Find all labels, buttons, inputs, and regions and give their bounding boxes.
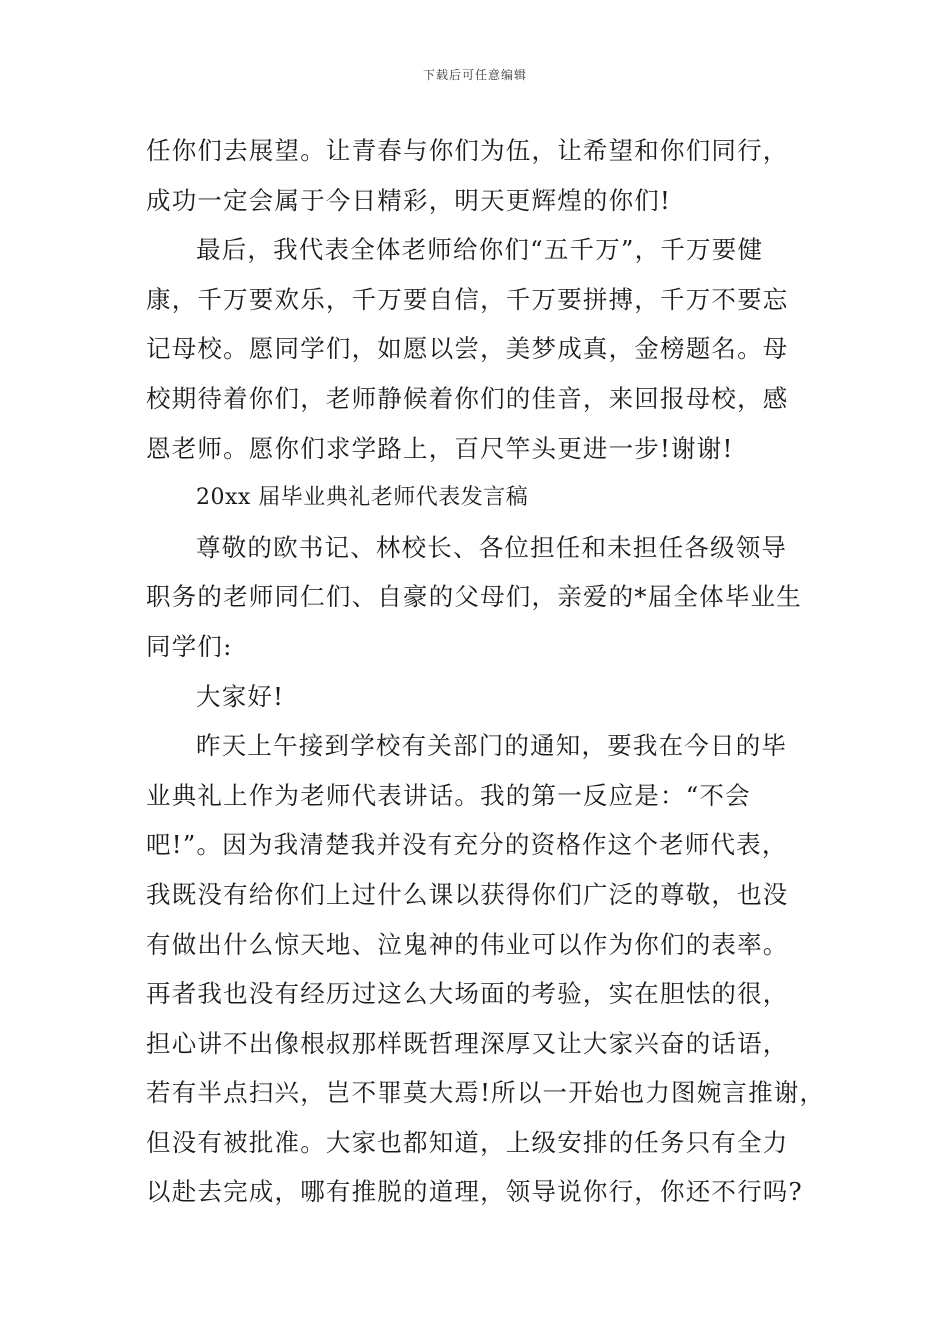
text-line: 成功一定会属于今日精彩，明天更辉煌的你们!: [146, 185, 672, 215]
text-line: 以赴去完成，哪有推脱的道理，领导说你行，你还不行吗?: [146, 1177, 803, 1207]
document-body: [146, 126, 826, 1217]
text-line: 记母校。愿同学们，如愿以尝，美梦成真，金榜题名。母: [146, 334, 789, 364]
text-line: 恩老师。愿你们求学路上，百尺竿头更进一步!谢谢!: [146, 433, 734, 463]
page-header: 下载后可任意编辑: [422, 68, 527, 82]
paragraph-start-line: 最后，我代表全体老师给你们“五千万”，千万要健: [196, 235, 764, 265]
speech-title: 20xx 届毕业典礼老师代表发言稿: [196, 485, 529, 511]
text-line: 担心讲不出像根叔那样既哲理深厚又让大家兴奋的话语，: [146, 1028, 789, 1058]
text-line: 康，千万要欢乐，千万要自信，千万要拼搏，千万不要忘: [146, 284, 789, 314]
text-line: 吧!”。因为我清楚我并没有充分的资格作这个老师代表，: [146, 830, 788, 860]
greeting-line: 大家好!: [196, 681, 285, 711]
paragraph-start-line: 尊敬的欧书记、林校长、各位担任和未担任各级领导: [196, 532, 788, 562]
text-line: 若有半点扫兴，岂不罪莫大焉!所以一开始也力图婉言推谢，: [146, 1078, 826, 1108]
text-line: 但没有被批准。大家也都知道，上级安排的任务只有全力: [146, 1127, 789, 1157]
text-line: 校期待着你们，老师静候着你们的佳音，来回报母校，感: [146, 383, 789, 413]
text-line: 同学们:: [146, 631, 233, 661]
text-line: 有做出什么惊天地、泣鬼神的伟业可以作为你们的表率。: [146, 929, 789, 959]
paragraph-start-line: 昨天上午接到学校有关部门的通知，要我在今日的毕: [196, 731, 788, 761]
text-line: 再者我也没有经历过这么大场面的考验，实在胆怯的很，: [146, 979, 789, 1009]
text-line: 职务的老师同仁们、自豪的父母们，亲爱的*届全体毕业生: [146, 582, 802, 612]
text-line: 我既没有给你们上过什么课以获得你们广泛的尊敬，也没: [146, 879, 789, 909]
text-line: 任你们去展望。让青春与你们为伍，让希望和你们同行，: [146, 136, 789, 165]
text-line: 业典礼上作为老师代表讲话。我的第一反应是：“不会: [146, 780, 751, 810]
